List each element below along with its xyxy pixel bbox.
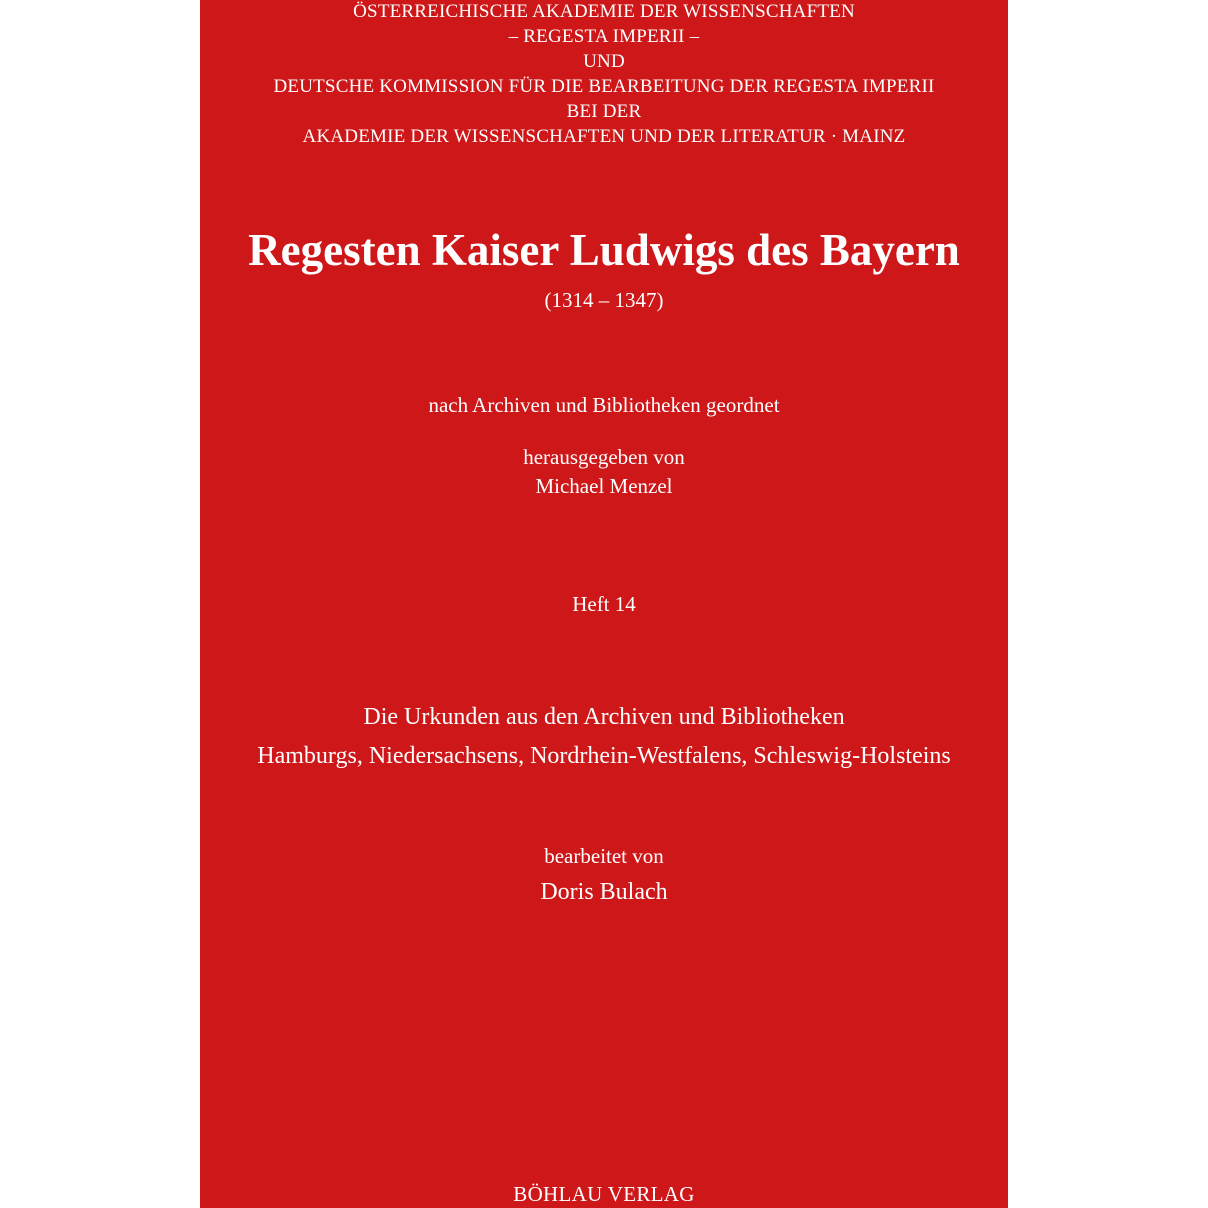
institution-line-2: – REGESTA IMPERII – xyxy=(508,26,700,47)
author-label: bearbeitet von xyxy=(544,844,664,868)
subtitle: nach Archiven und Bibliotheken geordnet xyxy=(428,393,780,417)
issue-number: Heft 14 xyxy=(572,592,636,616)
content-description-line-1: Die Urkunden aus den Archiven und Bibliotheken xyxy=(363,704,845,730)
editor-label: herausgegeben von xyxy=(523,445,685,469)
publisher-name: BÖHLAU VERLAG xyxy=(513,1182,695,1206)
content-description-line-2: Hamburgs, Niedersachsens, Nordrhein-Westfalens, Schleswig-Holsteins xyxy=(257,743,951,769)
institution-line-5: BEI DER xyxy=(566,101,642,122)
reign-dates: (1314 – 1347) xyxy=(544,288,664,312)
editor-name: Michael Menzel xyxy=(535,474,673,498)
institution-line-3: UND xyxy=(583,51,625,72)
institution-line-1: ÖSTERREICHISCHE AKADEMIE DER WISSENSCHAFTEN xyxy=(353,1,855,22)
institution-line-6: AKADEMIE DER WISSENSCHAFTEN UND DER LITERATUR · MAINZ xyxy=(302,126,906,147)
book-title: Regesten Kaiser Ludwigs des Bayern xyxy=(248,225,960,275)
institution-line-4: DEUTSCHE KOMMISSION FÜR DIE BEARBEITUNG DER REGESTA IMPERII xyxy=(273,76,935,97)
book-cover xyxy=(200,0,1008,1208)
author-name: Doris Bulach xyxy=(540,879,668,905)
